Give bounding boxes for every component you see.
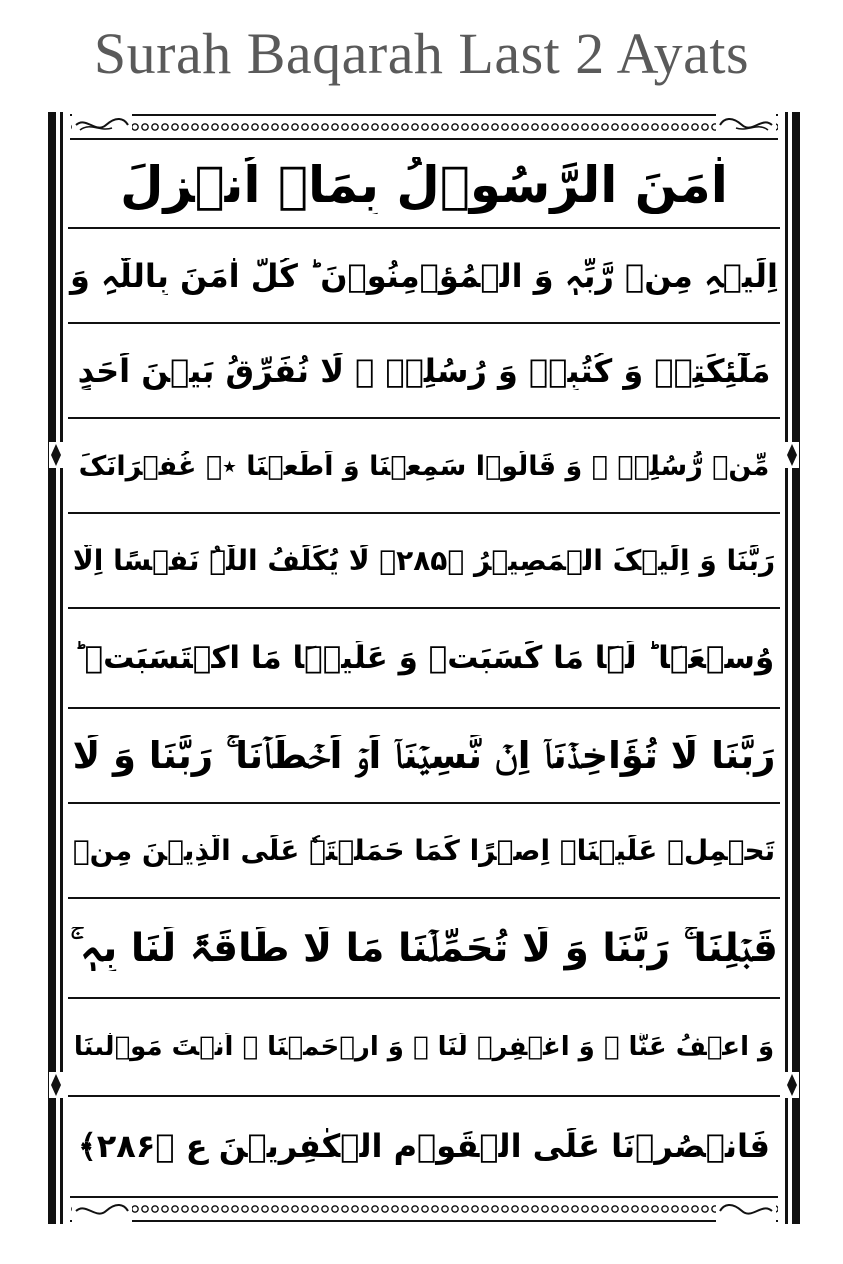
ayah-line bbox=[68, 512, 780, 609]
bottom-ornament-band bbox=[70, 1196, 778, 1222]
ayah-text: رَبَّنَا لَا تُؤَاخِذۡنَاۤ اِنۡ نَّسِیۡنَاۤ اَوۡ اَخۡطَاۡنَا ۚ رَبَّنَا وَ لَا bbox=[72, 735, 776, 778]
ayah-line bbox=[68, 607, 780, 709]
ayah-text: تَحۡمِلۡ عَلَیۡنَاۤ اِصۡرًا کَمَا حَمَلۡتَہٗ عَلَی الَّذِیۡنَ مِنۡ bbox=[72, 835, 776, 868]
frame-left-inner-bar bbox=[60, 112, 63, 1224]
ornamental-frame bbox=[48, 112, 800, 1224]
ayah-text: وَ اعۡفُ عَنَّا ٝ وَ اغۡفِرۡ لَنَا ٝ وَ ارۡحَمۡنَا ٝ اَنۡتَ مَوۡلٰىنَا bbox=[73, 1033, 775, 1063]
ayah-text: اٰمَنَ الرَّسُوۡلُ بِمَاۤ اُنۡزِلَ bbox=[120, 156, 728, 214]
top-left-flourish-icon bbox=[72, 114, 132, 136]
ayah-text: رَبَّنَا وَ اِلَیۡکَ الۡمَصِیۡرُ ﴿۲۸۵﴾ لَا یُکَلِّفُ اللّٰہُ نَفۡسًا اِلَّا bbox=[72, 545, 776, 578]
ayah-line bbox=[68, 322, 780, 419]
page-title: Surah Baqarah Last 2 Ayats bbox=[93, 21, 750, 86]
ayah-line bbox=[68, 997, 780, 1097]
left-side-ornament-icon bbox=[49, 442, 63, 468]
ayah-line bbox=[68, 1095, 780, 1196]
frame-left-bar bbox=[48, 112, 56, 1224]
top-ornament-band bbox=[70, 114, 778, 140]
ayah-text: قَبۡلِنَا ۚ رَبَّنَا وَ لَا تُحَمِّلۡنَا مَا لَا طَاقَۃَ لَنَا بِہٖ ۚ bbox=[70, 926, 778, 971]
top-right-flourish-icon bbox=[716, 114, 776, 136]
ayah-text: مَلٰٓئِکَتِہٖ وَ کُتُبِہٖ وَ رُسُلِہٖ ۟ لَا نُفَرِّقُ بَیۡنَ اَحَدٍ bbox=[77, 353, 771, 390]
left-side-ornament-icon bbox=[49, 1072, 63, 1098]
right-side-ornament-icon bbox=[785, 442, 799, 468]
ayah-line bbox=[68, 897, 780, 999]
ayah-line bbox=[68, 227, 780, 324]
ayah-text: فَانۡصُرۡنَا عَلَی الۡقَوۡمِ الۡکٰفِرِیۡنَ ع ﴿۲۸۶﴾ bbox=[78, 1128, 770, 1165]
ayah-line bbox=[68, 417, 780, 514]
ayah-panel bbox=[68, 144, 780, 1194]
frame-right-bar bbox=[792, 112, 800, 1224]
frame-right-inner-bar bbox=[785, 112, 788, 1224]
bottom-left-flourish-icon bbox=[72, 1200, 132, 1222]
ayah-text: اِلَیۡہِ مِنۡ رَّبِّہٖ وَ الۡمُؤۡمِنُوۡنَ ؕ کُلٌّ اٰمَنَ بِاللّٰہِ وَ bbox=[69, 258, 778, 295]
ayah-line bbox=[68, 144, 780, 227]
ayah-text: وُسۡعَہَا ؕ لَہَا مَا کَسَبَتۡ وَ عَلَیۡہَا مَا اکۡتَسَبَتۡ ؕ bbox=[73, 641, 775, 677]
right-side-ornament-icon bbox=[785, 1072, 799, 1098]
ayah-line bbox=[68, 707, 780, 804]
bottom-right-flourish-icon bbox=[716, 1200, 776, 1222]
ayah-line bbox=[68, 802, 780, 899]
ayah-text: مِّنۡ رُّسُلِہٖ ۟ وَ قَالُوۡا سَمِعۡنَا وَ اَطَعۡنَا ٭۫ غُفۡرَانَکَ bbox=[78, 450, 770, 482]
